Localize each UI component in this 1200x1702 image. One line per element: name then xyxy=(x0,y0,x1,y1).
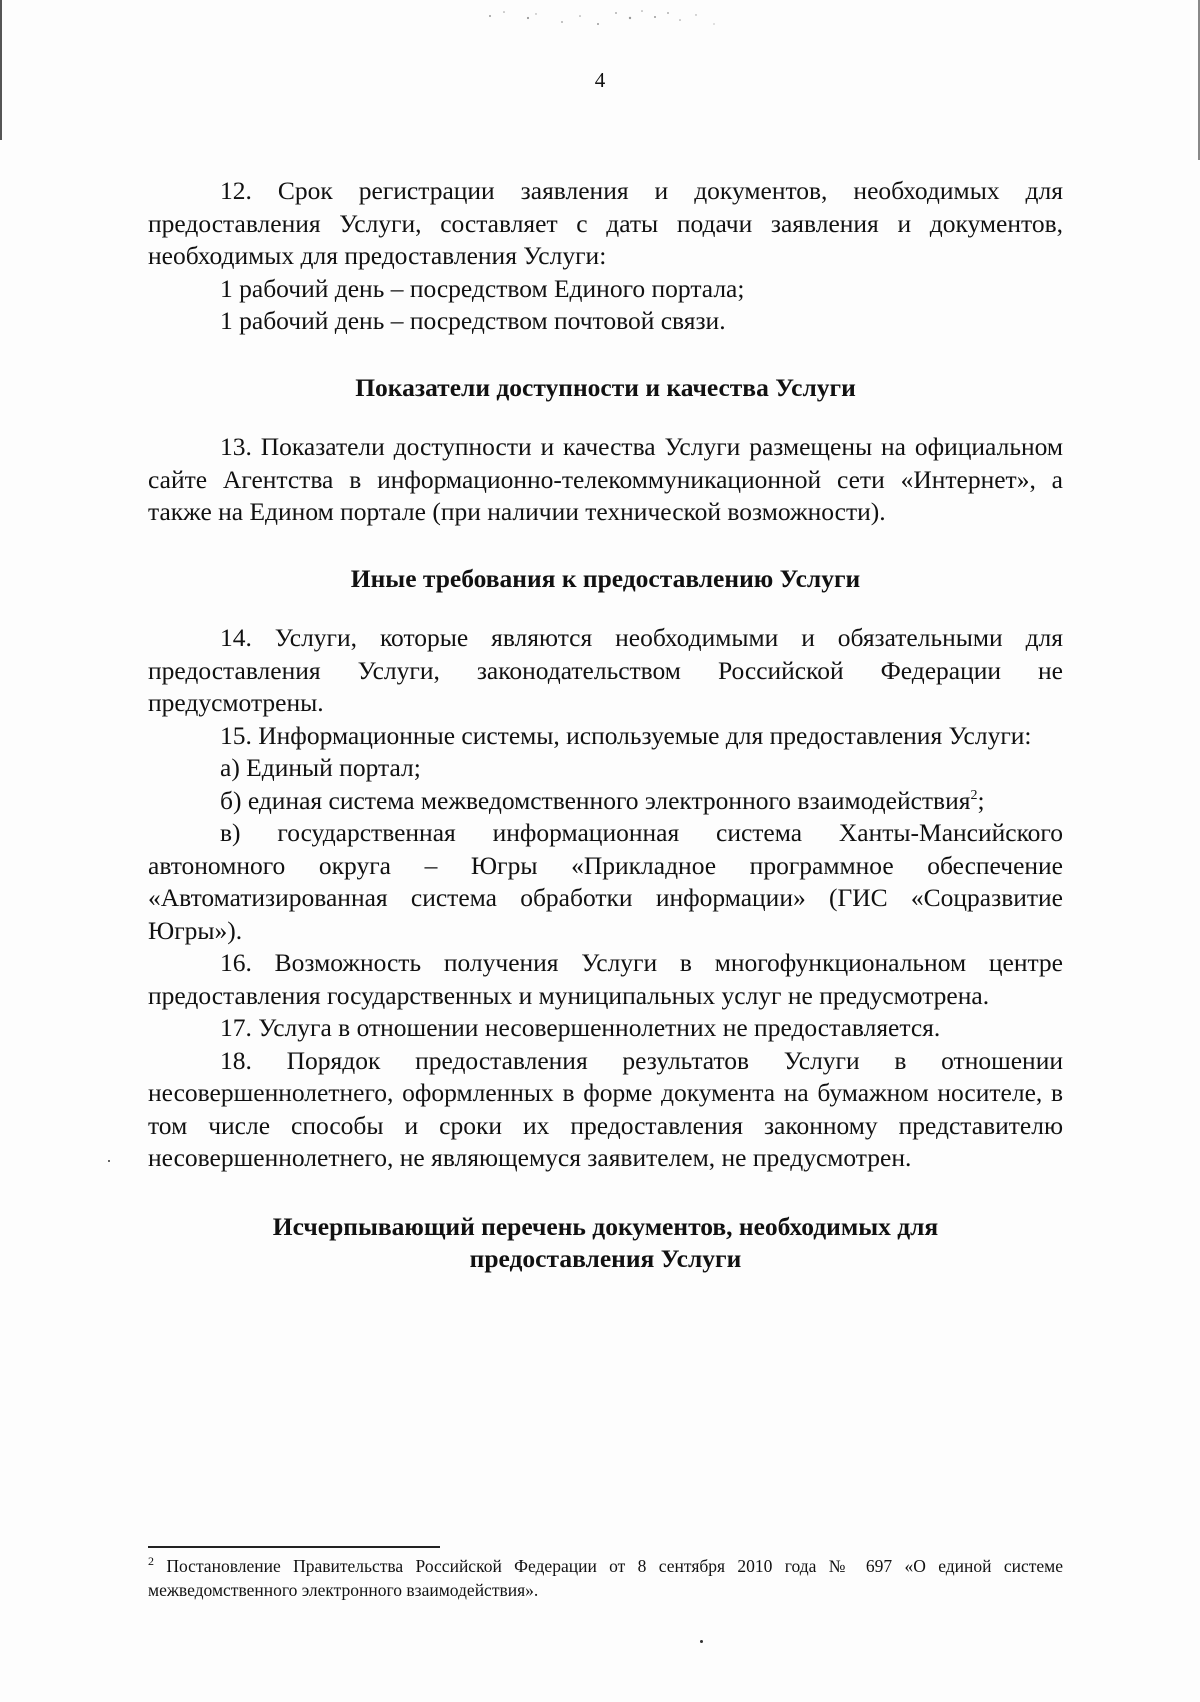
item-b-end: ; xyxy=(977,785,985,815)
scan-dot xyxy=(108,1160,110,1162)
footnote-marker: 2 xyxy=(148,1554,154,1568)
paragraph-12: 12. Срок регистрации заявления и документов, необходимых для предоставления Услуги, составляет с даты подачи заявления и документов, необходимых для предоставления Услуги: xyxy=(148,176,1063,270)
heading-documents xyxy=(148,1211,1063,1276)
page-number: 4 xyxy=(594,68,606,92)
heading-documents-line-1: Исчерпывающий перечень документов, необходимых для xyxy=(272,1211,939,1241)
paragraph-18: 18. Порядок предоставления результатов Услуги в отношении несовершеннолетнего, оформленных в форме документа на бумажном носителе, в том числе способы и сроки их предоставления законному представителю несовершеннолетнего, не являющемуся заявителем, не предусмотрен. xyxy=(148,1045,1063,1172)
footnote-ref: 2 xyxy=(970,787,978,803)
document-body xyxy=(148,175,1063,1276)
footnote xyxy=(148,1554,1063,1602)
heading-other-requirements: Иные требования к предоставлению Услуги xyxy=(350,563,861,593)
paragraph-16: 16. Возможность получения Услуги в многофункциональном центре предоставления государственных и муниципальных услуг не предусмотрена. xyxy=(148,948,1063,1010)
paragraph-15-item-b xyxy=(148,785,1063,818)
scan-dot xyxy=(700,1640,703,1643)
paragraph-13: 13. Показатели доступности и качества Услуги размещены на официальном сайте Агентства в информационно-телекоммуникационной сети «Интернет», а также на Едином портале (при наличии технической возможности). xyxy=(148,432,1063,526)
heading-documents-line-2: предоставления Услуги xyxy=(469,1244,742,1273)
heading-quality: Показатели доступности и качества Услуги xyxy=(355,372,856,402)
footnote-divider xyxy=(148,1546,440,1548)
paragraph-15-item-a: а) Единый портал; xyxy=(220,753,421,782)
paragraph-15: 15. Информационные системы, используемые для предоставления Услуги: xyxy=(220,720,1032,750)
paragraph-12-item-1: 1 рабочий день – посредством Единого портала; xyxy=(220,273,745,303)
scan-speckles xyxy=(470,4,740,32)
paragraph-12-item-2: 1 рабочий день – посредством почтовой связи. xyxy=(220,306,726,335)
paragraph-15-item-c: в) государственная информационная система Ханты-Мансийского автономного округа – Югры «Прикладное программное обеспечение «Автоматизированная система обработки информации» (ГИС «Соцразвитие Югры»). xyxy=(148,818,1063,945)
item-b-text: б) единая система межведомственного электронного взаимодействия xyxy=(220,785,971,815)
footnote-text: Постановление Правительства Российской Федерации от 8 сентября 2010 года № 697 «О единой системе межведомственного электронного взаимодействия». xyxy=(148,1556,1063,1600)
paragraph-14: 14. Услуги, которые являются необходимыми и обязательными для предоставления Услуги, законодательством Российской Федерации не предусмотрены. xyxy=(148,623,1063,717)
paragraph-17: 17. Услуга в отношении несовершеннолетних не предоставляется. xyxy=(220,1013,941,1042)
